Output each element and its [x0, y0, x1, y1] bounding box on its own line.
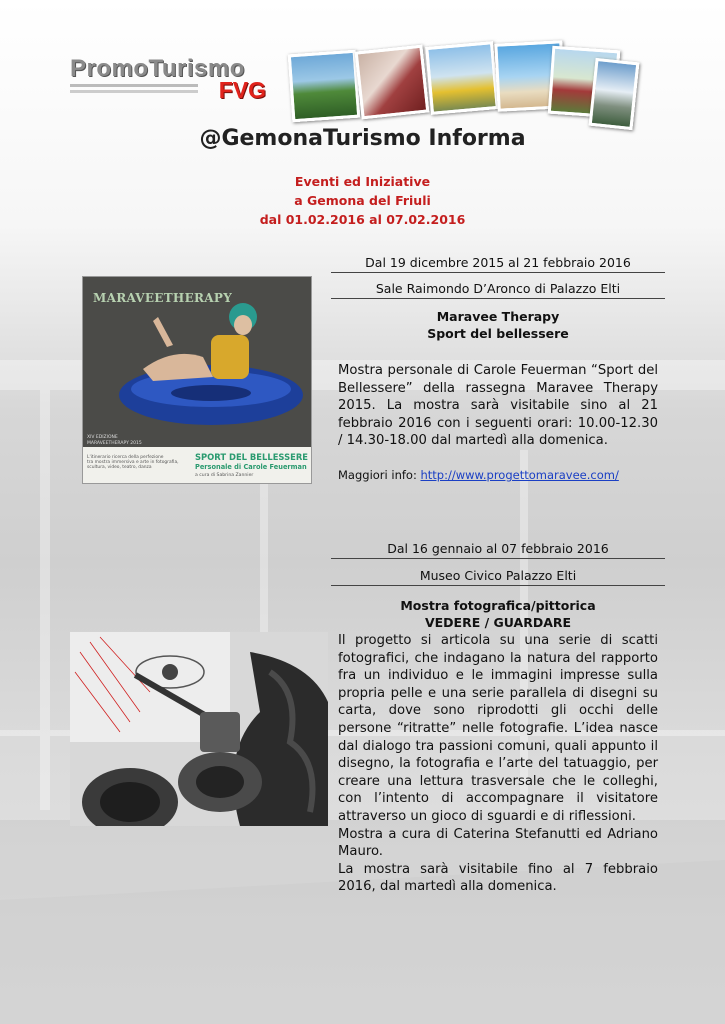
logo-brand: PromoTurismo	[70, 55, 245, 82]
poster-tagline	[87, 455, 187, 471]
event2-title	[331, 597, 665, 631]
event2-description	[338, 632, 658, 896]
photo-scooter	[425, 41, 499, 115]
vedere-guardare-photo	[70, 632, 328, 826]
subtitle-line: dal 01.02.2016 al 07.02.2016	[259, 212, 466, 227]
logo-region: FVG	[218, 77, 266, 103]
poster-show-artist: Personale di Carole Feuerman	[195, 463, 307, 471]
photo-mountains	[589, 58, 640, 130]
poster-tagline-line: L'itinerario ricerca della perfezione	[87, 455, 164, 460]
poster-curator: a cura di Sabrina Zannier	[195, 473, 254, 478]
page-subtitle	[0, 172, 725, 229]
event1-venue: Sale Raimondo D’Aronco di Palazzo Elti	[331, 281, 665, 299]
poster-tagline-line: tra mostra immersiva e arte in fotografia,	[87, 460, 179, 466]
event1-info	[338, 468, 619, 482]
poster-festival: MARAVEETHERAPY 2015	[87, 440, 142, 446]
poster-edition-line: XIV EDIZIONE	[87, 435, 118, 440]
subtitle-line: Eventi ed Iniziative	[294, 174, 431, 189]
maravee-link[interactable]: http://www.progettomaravee.com/	[420, 468, 619, 482]
vedere-guardare-art	[70, 632, 328, 826]
tourism-photo-strip	[288, 40, 633, 130]
event2-title-line: Mostra fotografica/pittorica	[400, 598, 596, 613]
event1-title	[331, 308, 665, 342]
event2-paragraph: La mostra sarà visitabile fino al 7 febbraio 2016, dal martedì alla domenica.	[338, 861, 658, 895]
subtitle-line: a Gemona del Friuli	[294, 193, 431, 208]
photo-wine	[355, 45, 430, 120]
promoturismo-logo	[70, 55, 270, 105]
event2-title-line: VEDERE / GUARDARE	[424, 615, 572, 630]
logo-line	[70, 90, 198, 93]
photo-castle	[288, 50, 361, 123]
event1-dates: Dal 19 dicembre 2015 al 21 febbraio 2016	[331, 255, 665, 273]
event2-dates: Dal 16 gennaio al 07 febbraio 2016	[331, 541, 665, 559]
logo-line	[70, 84, 198, 87]
poster-edition	[87, 435, 142, 446]
event2-paragraph: Mostra a cura di Caterina Stefanutti ed Adriano Mauro.	[338, 826, 658, 860]
info-label: Maggiori info:	[338, 468, 417, 482]
maravee-poster	[82, 276, 312, 484]
poster-show-title: SPORT DEL BELLESSERE	[195, 452, 308, 462]
event2-venue: Museo Civico Palazzo Elti	[331, 568, 665, 586]
event1-title-line: Sport del bellessere	[427, 326, 569, 341]
poster-title: MARAVEETHERAPY	[93, 291, 233, 305]
event1-title-line: Maravee Therapy	[436, 309, 560, 324]
page-title: @GemonaTurismo Informa	[199, 126, 526, 151]
event1-description: Mostra personale di Carole Feuerman “Sport del Bellessere” della rassegna Maravee Therapy 2015. La mostra sarà visitabile sino al 21 febbraio 2016 con i seguenti orari: 10.00-12.30 / 14.30-18.00 dal martedì alla domenica.	[338, 363, 658, 449]
poster-tagline-line: scultura, video, teatro, danza	[87, 465, 152, 471]
event2-paragraph: Il progetto si articola su una serie di scatti fotografici, che indagano la natura del rapporto fra un individuo e le immagini impresse sulla propria pelle e una serie parallela di disegni su carta, dove sono riprodotti gli occhi delle persone “ritratte” nelle fotografie. L’idea nasce dal dialogo tra passioni comuni, quali appunto il disegno, la fotografia e l’arte del tatuaggio, per creare una lettura trasversale che le colleghi, con l’intento di accompagnare il visitatore attraverso un gioco di sguardi e di riflessioni.	[338, 633, 658, 824]
